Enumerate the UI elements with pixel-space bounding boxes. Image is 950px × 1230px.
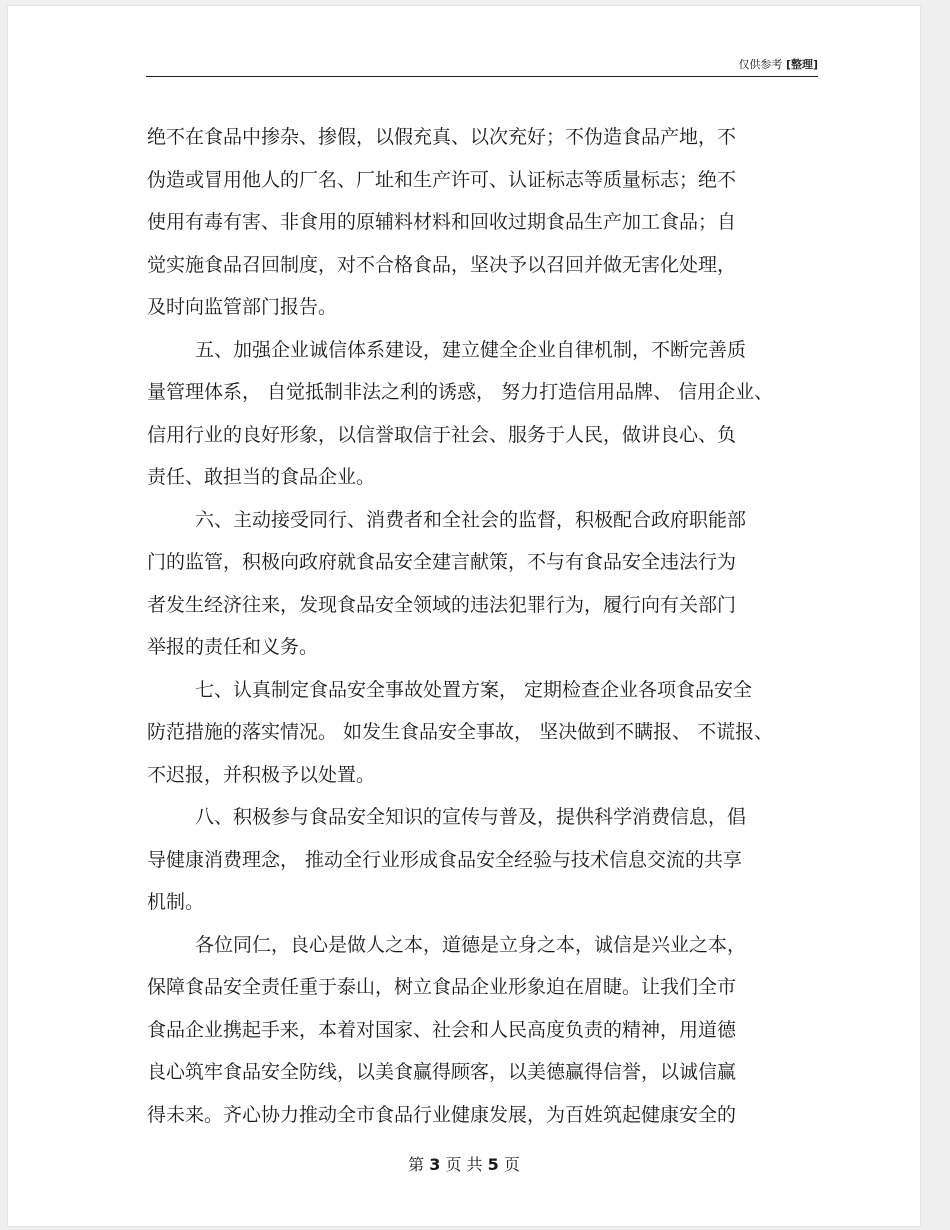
text-line: 者发生经济往来，发现食品安全领域的违法犯罪行为，履行向有关部门: [147, 593, 737, 616]
text-line: 责任、敢担当的食品企业。: [147, 466, 376, 488]
text-line: 绝不在食品中掺杂、掺假，以假充真、以次充好；不伪造食品产地，不: [147, 126, 737, 148]
text-line: 及时向监管部门报告。: [147, 296, 338, 318]
page-footer: [8, 1152, 920, 1175]
page-header: [146, 56, 818, 77]
text-line: 信用行业的良好形象，以信誉取信于社会、服务于人民，做讲良心、负: [147, 423, 737, 446]
text-line: 举报的责任和义务。: [147, 636, 319, 658]
text-line: 各位同仁，良心是做人之本，道德是立身之本，诚信是兴业之本，: [195, 933, 747, 956]
footer-suffix: 页: [503, 1155, 520, 1174]
text-line: 机制。: [147, 891, 205, 913]
text-line: 五、加强企业诚信体系建设，建立健全企业自律机制，不断完善质: [195, 338, 747, 361]
header-text: 仅供参考: [738, 58, 783, 71]
text-line: 门的监管，积极向政府就食品安全建言献策，不与有食品安全违法行为: [147, 551, 737, 573]
text-line: 不迟报，并积极予以处置。: [147, 763, 376, 786]
text-line: 食品企业携起手来，本着对国家、社会和人民高度负责的精神，用道德: [147, 1018, 737, 1041]
document-body: [147, 116, 807, 1136]
text-line: 良心筑牢食品安全防线，以美食赢得顾客，以美德赢得信誉，以诚信赢: [147, 1061, 737, 1083]
text-line: 七、认真制定食品安全事故处置方案， 定期检查企业各项食品安全: [195, 678, 753, 701]
footer-prefix: 第: [408, 1155, 425, 1174]
text-line: 八、积极参与食品安全知识的宣传与普及，提供科学消费信息，倡: [195, 806, 747, 828]
text-line: 六、主动接受同行、消费者和全社会的监督，积极配合政府职能部: [195, 508, 747, 531]
footer-current-page: 3: [429, 1155, 441, 1174]
document-page: [8, 6, 920, 1226]
text-line: 导健康消费理念， 推动全行业形成食品安全经验与技术信息交流的共享: [147, 848, 743, 871]
footer-total-pages: 5: [487, 1155, 499, 1174]
text-line: 量管理体系， 自觉抵制非法之利的诱惑， 努力打造信用品牌、 信用企业、: [147, 381, 774, 403]
text-line: 防范措施的落实情况。 如发生食品安全事故， 坚决做到不瞒报、 不谎报、: [147, 721, 774, 743]
text-line: 得未来。齐心协力推动全市食品行业健康发展，为百姓筑起健康安全的: [147, 1103, 737, 1126]
header-bracket-text: [整理]: [785, 58, 818, 71]
text-line: 觉实施食品召回制度，对不合格食品，坚决予以召回并做无害化处理，: [147, 253, 737, 276]
text-line: 保障食品安全责任重于泰山，树立食品企业形象迫在眉睫。让我们全市: [147, 976, 737, 998]
text-line: 使用有毒有害、非食用的原辅料材料和回收过期食品生产加工食品；自: [147, 211, 737, 233]
text-line: 伪造或冒用他人的厂名、厂址和生产许可、认证标志等质量标志；绝不: [147, 168, 737, 191]
footer-middle: 页 共: [445, 1155, 483, 1174]
